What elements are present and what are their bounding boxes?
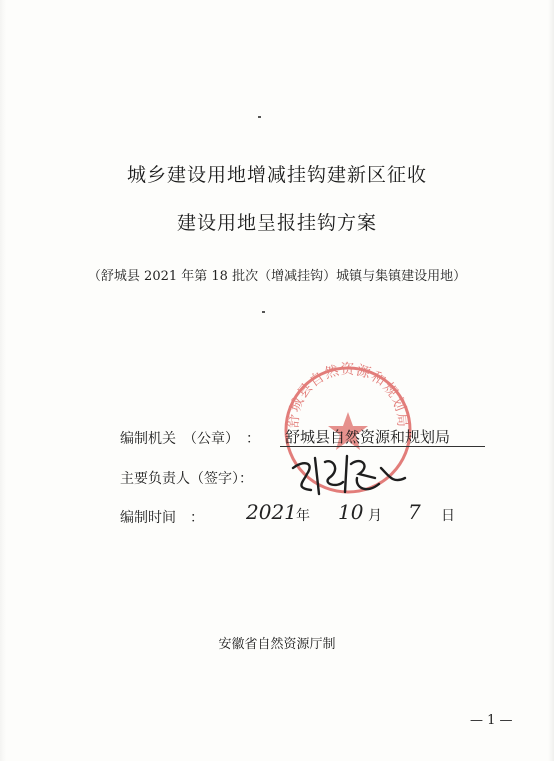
org-underline xyxy=(280,446,485,447)
title-line-2: 建设用地呈报挂钩方案 xyxy=(176,212,377,234)
signature xyxy=(285,448,410,506)
title-line-1: 城乡建设用地增减挂钩建新区征收 xyxy=(126,164,427,186)
day-unit: 日 xyxy=(441,508,455,524)
month-handwritten: 10 xyxy=(338,500,364,524)
day-handwritten: 7 xyxy=(408,500,421,524)
scan-speck xyxy=(258,116,261,118)
year-handwritten: 2021 xyxy=(246,500,297,524)
person-label: 主要负责人（签字）： xyxy=(120,471,253,487)
page-number: — 1 — xyxy=(470,713,513,728)
issuer-line: 安徽省自然资源厅制 xyxy=(218,637,336,652)
seal-text: 舒城县自然资源和规划局 xyxy=(285,362,411,429)
subtitle: （舒城县 2021 年第 18 批次（增减挂钩）城镇与集镇建设用地） xyxy=(87,269,467,284)
org-value: 舒城县自然资源和规划局 xyxy=(285,428,451,446)
scan-speck xyxy=(262,311,265,313)
month-unit: 月 xyxy=(368,508,382,524)
org-label: 编制机关 （公章） ： xyxy=(120,431,260,447)
year-unit: 年 xyxy=(296,508,310,524)
time-label: 编制时间 ： xyxy=(120,510,204,526)
